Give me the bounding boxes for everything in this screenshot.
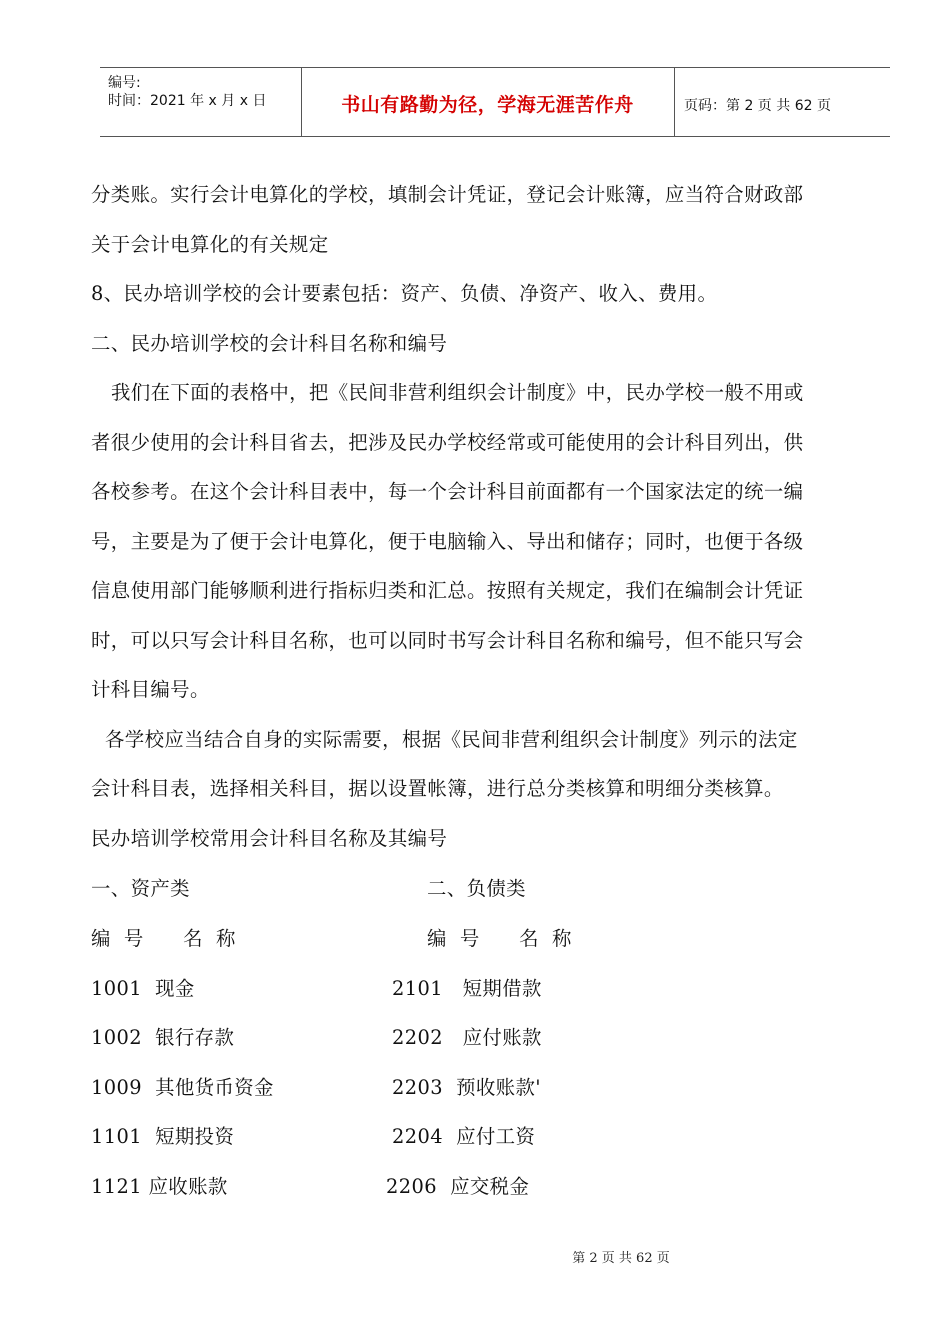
header-table: [100, 67, 890, 137]
account-table: [91, 864, 903, 1224]
number-label: 编号:: [108, 75, 141, 91]
section-heading: 二、民办培训学校的会计科目名称和编号: [91, 331, 448, 355]
text-line: 计科目编号。: [91, 678, 210, 701]
table-caption: 民办培训学校常用会计科目名称及其编号: [91, 826, 448, 850]
asset-row: 1101 短期投资: [91, 1125, 235, 1148]
text-line: 会计科目表，选择相关科目，据以设置帐簿，进行总分类核算和明细分类核算。: [91, 777, 784, 800]
asset-row: 1121 应收账款: [91, 1175, 228, 1198]
text-line: 8、民办培训学校的会计要素包括：资产、负债、净资产、收入、费用。: [91, 282, 718, 305]
text-line: 时，可以只写会计科目名称，也可以同时书写会计科目名称和编号，但不能只写会: [91, 628, 804, 652]
liability-row: 2202 应付账款: [392, 1026, 542, 1049]
header-meta: [108, 74, 266, 110]
header-motto: 书山有路勤为径，学海无涯苦作舟: [341, 94, 634, 116]
text-line: 我们在下面的表格中，把《民间非营利组织会计制度》中，民办学校一般不用或: [111, 381, 804, 404]
page-footer: [0, 1247, 950, 1266]
liabilities-header: 编 号 名 称: [427, 927, 572, 950]
time-label: 时间：2021 年 x 月 x 日: [108, 93, 267, 109]
text-line: 信息使用部门能够顺利进行指标归类和汇总。按照有关规定，我们在编制会计凭证: [91, 579, 804, 602]
text-line: 关于会计电算化的有关规定: [91, 232, 329, 256]
body-text: [91, 170, 903, 863]
liability-row: 2101 短期借款: [392, 977, 542, 1000]
text-line: 者很少使用的会计科目省去，把涉及民办学校经常或可能使用的会计科目列出，供: [91, 430, 804, 454]
liability-row: 2204 应付工资: [392, 1125, 536, 1148]
text-line: 号，主要是为了便于会计电算化，便于电脑输入、导出和储存；同时，也便于各级: [91, 529, 804, 553]
text-line: 分类账。实行会计电算化的学校，填制会计凭证，登记会计账簿，应当符合财政部: [91, 183, 804, 206]
header-page-info: 页码：第 2 页 共 62 页: [684, 98, 831, 114]
liability-row: 2203 预收账款': [392, 1076, 541, 1099]
assets-header: 编 号 名 称: [91, 927, 236, 950]
text-line: 各校参考。在这个会计科目表中，每一个会计科目前面都有一个国家法定的统一编: [91, 480, 804, 503]
header-divider: [674, 68, 675, 136]
text-line: 各学校应当结合自身的实际需要，根据《民间非营利组织会计制度》列示的法定: [105, 727, 798, 751]
liability-row: 2206 应交税金: [386, 1175, 530, 1198]
asset-row: 1001 现金: [91, 977, 195, 1000]
assets-title: 一、资产类: [91, 877, 190, 900]
liabilities-title: 二、负债类: [427, 877, 526, 900]
footer-page-number: 第 2 页 共 62 页: [572, 1251, 670, 1266]
asset-row: 1002 银行存款: [91, 1026, 235, 1049]
asset-row: 1009 其他货币资金: [91, 1076, 274, 1099]
